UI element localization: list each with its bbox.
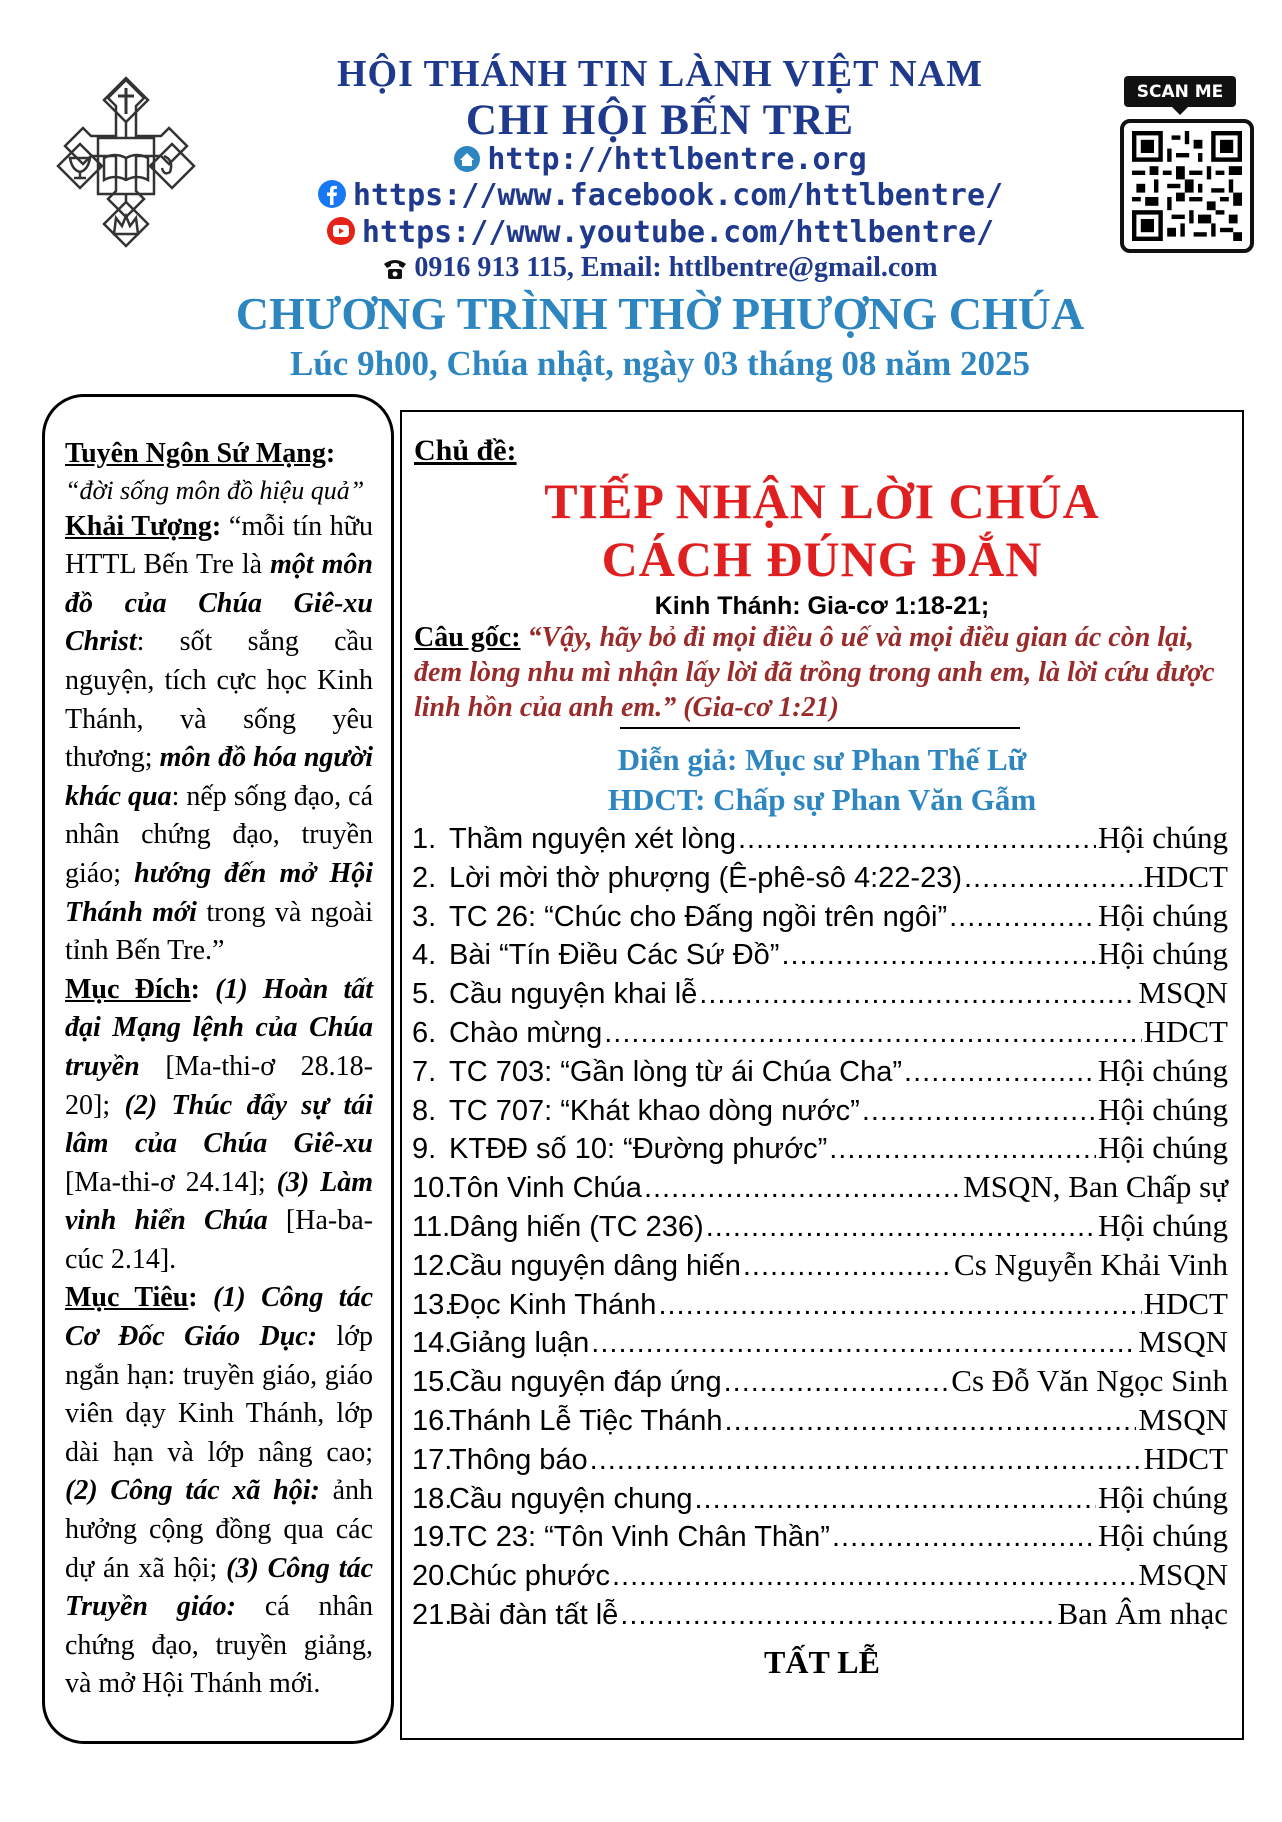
order-item — [412, 820, 1228, 859]
host: HDCT: Chấp sự Phan Văn Gẫm — [607, 782, 1037, 817]
order-item-number: 8. — [412, 1094, 437, 1127]
dot-leader — [743, 1250, 952, 1283]
order-item — [412, 975, 1228, 1014]
order-item-title: Tôn Vinh Chúa — [449, 1172, 642, 1205]
order-item — [412, 1518, 1228, 1557]
order-item-leader: Hội chúng — [1097, 820, 1228, 855]
order-item-leader: Hội chúng — [1097, 1207, 1228, 1243]
order-item-title: Cầu nguyện khai lễ — [449, 978, 698, 1011]
order-item-title: Cầu nguyện đáp ứng — [449, 1366, 722, 1399]
dot-leader — [644, 1172, 961, 1205]
purpose-text-2: [Ma-thi-ơ 24.14]; — [65, 1166, 277, 1198]
order-item — [412, 1596, 1228, 1635]
church-logo — [36, 76, 216, 261]
goal-text-1: lớp ngắn hạn: truyền giáo, giáo viên dạy Kinh Thánh, lớp dài hạn và lớp nâng cao; — [65, 1321, 373, 1468]
branch-name: CHI HỘI BẾN TRE — [465, 97, 855, 144]
order-item-title: Cầu nguyện dâng hiến — [449, 1249, 741, 1282]
vision-text-4: trong và ngoài tỉnh Bến Tre.” — [65, 896, 373, 967]
dot-leader — [964, 862, 1142, 895]
contact-line — [220, 252, 1100, 288]
dot-leader — [725, 1405, 1137, 1438]
order-item — [412, 1247, 1228, 1286]
goal-text-2: ảnh hưởng cộng đồng qua các dự án xã hội; — [65, 1475, 373, 1584]
order-item-number: 18. — [412, 1482, 453, 1515]
order-item-number: 10. — [412, 1172, 453, 1205]
order-item-title: Giảng luận — [449, 1327, 590, 1360]
order-item-title: TC 23: “Tôn Vinh Chân Thần” — [449, 1521, 830, 1554]
order-item — [412, 1363, 1228, 1402]
order-item — [412, 1324, 1228, 1363]
youtube-line — [220, 215, 1100, 254]
order-item-leader: HDCT — [1143, 858, 1228, 894]
order-item-number: 19. — [412, 1521, 453, 1554]
order-item — [412, 1208, 1228, 1247]
order-item-title: TC 703: “Gần lòng từ ái Chúa Cha” — [449, 1055, 903, 1088]
vision-text-3: : nếp sống đạo, cá nhân chứng đạo, truyền giáo; — [65, 780, 374, 889]
order-item — [412, 1014, 1228, 1053]
order-item-number: 21. — [412, 1598, 453, 1631]
order-item-leader: MSQN — [1138, 975, 1228, 1011]
mission-panel — [42, 394, 394, 1744]
website-link[interactable]: http://httlbentre.org — [487, 142, 867, 177]
purpose-em-2: (2) Thúc đẩy sự tái lâm của Chúa Giê-xu — [65, 1089, 374, 1160]
order-item — [412, 936, 1228, 975]
order-item-number: 17. — [412, 1443, 453, 1476]
youtube-link[interactable]: https://www.youtube.com/httlbentre/ — [361, 215, 995, 250]
purpose-text-3: [Ha-ba-cúc 2.14]. — [65, 1205, 373, 1275]
order-item — [412, 1053, 1228, 1092]
youtube-icon — [326, 216, 356, 254]
order-item — [412, 1441, 1228, 1480]
topic-label: Chủ đề: — [414, 434, 517, 467]
dot-leader — [699, 978, 1136, 1011]
contact-text: 0916 913 115, Email: httlbentre@gmail.com — [414, 252, 938, 283]
facebook-icon — [317, 179, 347, 217]
order-item-number: 20. — [412, 1560, 453, 1593]
phone-icon — [382, 256, 408, 288]
order-item-leader: HDCT — [1143, 1013, 1228, 1049]
order-item-number: 11. — [412, 1210, 451, 1243]
order-item-number: 6. — [412, 1016, 437, 1049]
key-verse-text: “Vậy, hãy bỏ đi mọi điều ô uế và mọi điều gian ác còn lại, đem lòng nhu mì nhận lấy lời đã trồng trong anh em, là lời cứu được linh hồn của anh em.” (Gia-cơ 1:21) — [414, 622, 1215, 723]
goal-text-3: cá nhân chứng đạo, truyền giảng, và mở Hội Thánh mới. — [65, 1591, 373, 1700]
vision-paragraph: Khải Tượng: “mỗi tín hữu HTTL Bến Tre là một môn đồ của Chúa Giê-xu Christ: sốt sắng cầu nguyện, tích cực học Kinh Thánh, và sống yêu thương; môn đồ hóa người khác qua: nếp sống đạo, cá nhân chứng đạo, truyền giáo; hướng đến mở Hội Thánh mới trong và ngoài tỉnh Bến Tre.” — [65, 510, 374, 967]
order-item — [412, 898, 1228, 937]
order-item-leader: Hội chúng — [1097, 897, 1228, 933]
order-item-title: Thầm nguyện xét lòng — [449, 823, 736, 855]
order-item-leader: MSQN — [1138, 1401, 1228, 1437]
dot-leader — [738, 823, 1096, 856]
purpose-text-1: [Ma-thi-ơ 28.18-20]; — [65, 1050, 373, 1121]
order-item-leader: HDCT — [1143, 1440, 1228, 1476]
qr-code-icon[interactable] — [1132, 131, 1242, 241]
dot-leader — [620, 1599, 1055, 1632]
order-item-title: Cầu nguyện chung — [449, 1482, 693, 1515]
order-item-number: 7. — [412, 1055, 437, 1088]
order-item — [412, 1169, 1228, 1208]
order-item-title: Đọc Kinh Thánh — [449, 1288, 657, 1321]
theme-line-1: TIẾP NHẬN LỜI CHÚA — [544, 473, 1100, 529]
vision-text-2: : sốt sắng cầu nguyện, tích cực học Kinh Thánh, và sống yêu thương; — [65, 626, 373, 774]
order-item-leader: Hội chúng — [1097, 936, 1228, 972]
speaker: Diễn giả: Mục sư Phan Thế Lữ — [617, 742, 1027, 777]
goal-paragraph: Mục Tiêu: (1) Công tác Cơ Đốc Giáo Dục: lớp ngắn hạn: truyền giáo, giáo viên dạy Kinh Thánh, lớp dài hạn và lớp nâng cao; (2) Công tác xã hội: ảnh hưởng cộng đồng qua các dự án xã hội; (3) Công tác Truyền giáo: cá nhân chứng đạo, truyền giảng, và mở Hội Thánh mới. — [65, 1282, 373, 1700]
vision-em-2: môn đồ hóa người khác qua — [65, 742, 373, 812]
qr-frame — [1120, 119, 1254, 253]
vision-em-3: hướng đến mở Hội Thánh mới — [65, 857, 373, 928]
dot-leader — [694, 1483, 1096, 1516]
order-item — [412, 859, 1228, 898]
scripture-reference: Kinh Thánh: Gia-cơ 1:18-21; — [654, 592, 990, 620]
order-item-number: 1. — [412, 823, 437, 855]
dot-leader — [658, 1289, 1141, 1322]
dot-leader — [949, 901, 1096, 934]
purpose-label: Mục Đích — [65, 973, 191, 1005]
order-item-number: 16. — [412, 1404, 453, 1437]
order-item-number: 14. — [412, 1327, 453, 1360]
qr-block — [1120, 76, 1240, 253]
order-item-leader: Hội chúng — [1097, 1091, 1228, 1127]
order-item-leader: MSQN, Ban Chấp sự — [963, 1169, 1228, 1205]
website-line — [220, 142, 1100, 181]
order-item-leader: Hội chúng — [1097, 1518, 1228, 1554]
order-item-leader: Cs Nguyễn Khải Vinh — [954, 1246, 1228, 1282]
order-item-number: 12. — [412, 1249, 453, 1282]
org-name: HỘI THÁNH TIN LÀNH VIỆT NAM — [336, 53, 984, 95]
church-cross-logo — [36, 76, 216, 261]
order-item-title: Chúc phước — [449, 1560, 610, 1593]
order-item-leader: MSQN — [1138, 1324, 1228, 1360]
mission-slogan: “đời sống môn đồ hiệu quả” — [65, 475, 365, 505]
mission-heading: Tuyên Ngôn Sứ Mạng: — [65, 438, 336, 469]
order-item-title: TC 26: “Chúc cho Đấng ngồi trên ngôi” — [449, 900, 948, 933]
home-icon — [453, 145, 481, 181]
program-title: CHƯƠNG TRÌNH THỜ PHƯỢNG CHÚA — [235, 288, 1085, 339]
dot-leader — [832, 1521, 1096, 1554]
dot-leader — [862, 1095, 1096, 1128]
order-item-title: TC 707: “Khát khao dòng nước” — [449, 1094, 860, 1127]
order-item-title: Bài đàn tất lễ — [449, 1598, 619, 1631]
order-item-title: Thông báo — [449, 1443, 588, 1476]
divider — [620, 727, 1020, 729]
order-item-number: 2. — [412, 861, 437, 894]
key-verse-label: Câu gốc: — [414, 622, 521, 653]
order-item-leader: HDCT — [1143, 1285, 1228, 1321]
goal-em-3: (3) Công tác Truyền giáo: — [65, 1552, 373, 1623]
closing-label: TẤT LỄ — [764, 1644, 880, 1680]
program-panel — [400, 410, 1244, 1740]
order-item — [412, 1557, 1228, 1596]
facebook-link[interactable]: https://www.facebook.com/httlbentre/ — [352, 178, 1004, 213]
order-item-leader: MSQN — [1138, 1557, 1228, 1593]
order-item-number: 5. — [412, 978, 437, 1011]
dot-leader — [591, 1327, 1136, 1360]
order-item-title: KTĐĐ số 10: “Đường phước” — [449, 1133, 828, 1166]
dot-leader — [781, 939, 1096, 972]
dot-leader — [829, 1133, 1096, 1166]
dot-leader — [706, 1211, 1096, 1244]
purpose-paragraph: Mục Đích: (1) Hoàn tất đại Mạng lệnh của Chúa truyền [Ma-thi-ơ 28.18-20]; (2) Thúc đẩy sự tái lâm của Chúa Giê-xu [Ma-thi-ơ 24.14]; (3) Làm vinh hiển Chúa [Ha-ba-cúc 2.14]. — [65, 973, 374, 1275]
order-item — [412, 1402, 1228, 1441]
dot-leader — [604, 1017, 1141, 1050]
vision-text-1: “mỗi tín hữu HTTL Bến Tre là — [65, 510, 373, 581]
order-item-title: Chào mừng — [449, 1016, 603, 1049]
order-item-title: Dâng hiến (TC 236) — [449, 1210, 704, 1243]
order-item-number: 3. — [412, 900, 437, 933]
order-item-title: Bài “Tín Điều Các Sứ Đồ” — [449, 939, 780, 972]
facebook-line — [220, 178, 1100, 217]
scan-me-label: SCAN ME — [1124, 76, 1236, 107]
vision-em-1: một môn đồ của Chúa Giê-xu Christ — [65, 549, 373, 658]
goal-em-1: (1) Công tác Cơ Đốc Giáo Dục: — [65, 1282, 373, 1353]
dot-leader — [724, 1366, 950, 1399]
goal-em-2: (2) Công tác xã hội: — [65, 1475, 320, 1507]
order-item-number: 9. — [412, 1133, 437, 1166]
order-item-title: Thánh Lễ Tiệc Thánh — [449, 1404, 723, 1437]
order-item-number: 15. — [412, 1366, 453, 1399]
order-item-number: 4. — [412, 939, 437, 972]
order-item-leader: Hội chúng — [1097, 1479, 1228, 1515]
order-item — [412, 1286, 1228, 1325]
dot-leader — [612, 1560, 1136, 1593]
order-item — [412, 1480, 1228, 1519]
service-time: Lúc 9h00, Chúa nhật, ngày 03 tháng 08 năm 2025 — [289, 344, 1031, 383]
order-item — [412, 1092, 1228, 1131]
order-item-leader: Hội chúng — [1097, 1130, 1228, 1166]
purpose-em-3: (3) Làm vinh hiển Chúa — [65, 1166, 374, 1237]
mission-label: Tuyên Ngôn Sứ Mạng — [65, 438, 326, 469]
dot-leader — [904, 1056, 1096, 1089]
goal-label: Mục Tiêu — [65, 1282, 189, 1314]
theme-line-2: CÁCH ĐÚNG ĐẮN — [601, 531, 1043, 587]
vision-label: Khải Tượng — [65, 510, 212, 542]
purpose-em-1: (1) Hoàn tất đại Mạng lệnh của Chúa truyền — [65, 973, 373, 1082]
order-item-leader: Ban Âm nhạc — [1057, 1595, 1228, 1631]
order-item-title: Lời mời thờ phượng (Ê-phê-sô 4:22-23) — [449, 861, 962, 894]
order-item-number: 13. — [412, 1288, 453, 1321]
dot-leader — [590, 1444, 1142, 1477]
order-item-leader: Cs Đỗ Văn Ngọc Sinh — [951, 1363, 1228, 1399]
order-item-leader: Hội chúng — [1097, 1052, 1228, 1088]
order-of-service — [412, 820, 1228, 1635]
order-item — [412, 1130, 1228, 1169]
key-verse — [414, 620, 1230, 725]
